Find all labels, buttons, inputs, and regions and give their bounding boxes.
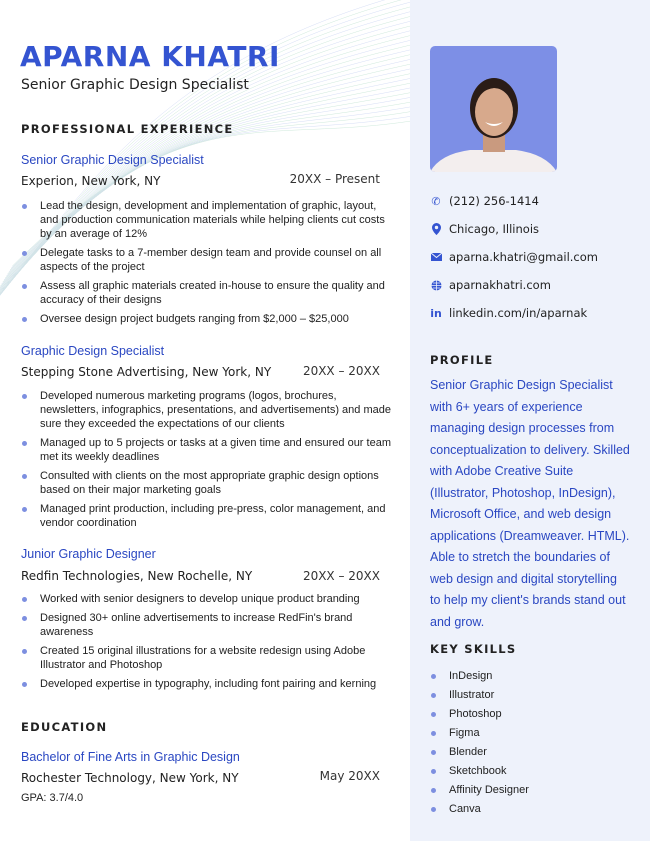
experience-heading: PROFESSIONAL EXPERIENCE [21,122,234,136]
job-title: Junior Graphic Designer [21,547,156,561]
skill-item: Sketchbook [430,762,529,781]
skill-item: Canva [430,800,529,819]
job-dates: 20XX – 20XX [302,364,380,378]
linkedin-icon: in [430,306,442,320]
location-text: Chicago, Illinois [449,222,540,236]
globe-icon [430,279,442,291]
list-item: Managed print production, including pre-press, color management, and vendor coordination [21,502,391,530]
phone-text: (212) 256-1414 [449,194,539,208]
education-heading: EDUCATION [21,720,108,734]
list-item: Delegate tasks to a 7-member design team and provide counsel on all aspects of the project [21,246,391,274]
job-dates: 20XX – 20XX [302,569,380,583]
email-text: aparna.khatri@gmail.com [449,250,598,264]
skill-item: Figma [430,724,529,743]
list-item: Worked with senior designers to develop unique product branding [21,592,391,606]
candidate-name: APARNA KHATRI [20,40,280,73]
email-icon [430,251,442,263]
job-title: Senior Graphic Design Specialist [21,153,204,167]
list-item: Developed numerous marketing programs (logos, brochures, newsletters, infographics, presentations, and advertisements) and made sure they exceeded the expectations of our clients [21,389,391,431]
skill-item: Illustrator [430,686,529,705]
skill-item: Photoshop [430,705,529,724]
profile-summary: Senior Graphic Design Specialist with 6+ years of experience managing design processes from conceptualization to delivery. Skilled with Adobe Creative Suite (Illustrator, Photoshop, InDesign), Microsoft Office, and web design applications (Dreamweaver. HTML). Able to stretch the boundaries of web design and digital storytelling to help my client's brands stand out and grow. [430,378,630,629]
skill-item: InDesign [430,667,529,686]
phone-icon: ✆ [431,194,441,208]
contact-phone[interactable] [430,194,539,208]
education-date: May 20XX [319,769,380,783]
list-item: Created 15 original illustrations for a website redesign using Adobe Illustrator and Photoshop [21,644,391,672]
school: Rochester Technology, New York, NY [21,771,239,785]
list-item: Developed expertise in typography, including font pairing and kerning [21,677,391,691]
contact-location [430,222,539,236]
list-item: Managed up to 5 projects or tasks at a given time and ensured our team met its weekly deadlines [21,436,391,464]
profile-heading: PROFILE [430,353,494,367]
location-pin-icon [430,223,442,235]
skill-item: Affinity Designer [430,781,529,800]
gpa: GPA: 3.7/4.0 [21,792,84,804]
job-title: Graphic Design Specialist [21,344,165,358]
job-bullets [21,389,391,535]
job-bullets [21,592,391,696]
job-company: Redfin Technologies, New Rochelle, NY [21,569,253,583]
profile-photo [430,46,557,172]
contact-email[interactable] [430,250,598,264]
skills-heading: KEY SKILLS [430,642,517,656]
candidate-title: Senior Graphic Design Specialist [21,77,249,93]
list-item: Oversee design project budgets ranging from $2,000 – $25,000 [21,312,391,326]
job-dates: 20XX – Present [289,172,380,186]
job-company: Stepping Stone Advertising, New York, NY [21,365,272,379]
list-item: Lead the design, development and implementation of graphic, layout, and production communication materials while helping clients cut costs by an average of 12% [21,199,391,241]
skill-item: Blender [430,743,529,762]
job-company: Experion, New York, NY [21,174,161,188]
website-text: aparnakhatri.com [449,278,551,292]
linkedin-text: linkedin.com/in/aparnak [449,306,588,320]
contact-website[interactable] [430,278,551,292]
list-item: Designed 30+ online advertisements to increase RedFin's brand awareness [21,611,391,639]
list-item: Consulted with clients on the most appropriate graphic design options based on their major marketing goals [21,469,391,497]
job-bullets [21,199,391,331]
degree: Bachelor of Fine Arts in Graphic Design [21,750,240,764]
list-item: Assess all graphic materials created in-house to ensure the quality and accuracy of their designs [21,279,391,307]
contact-linkedin[interactable] [430,306,587,320]
skills-list [430,667,529,819]
